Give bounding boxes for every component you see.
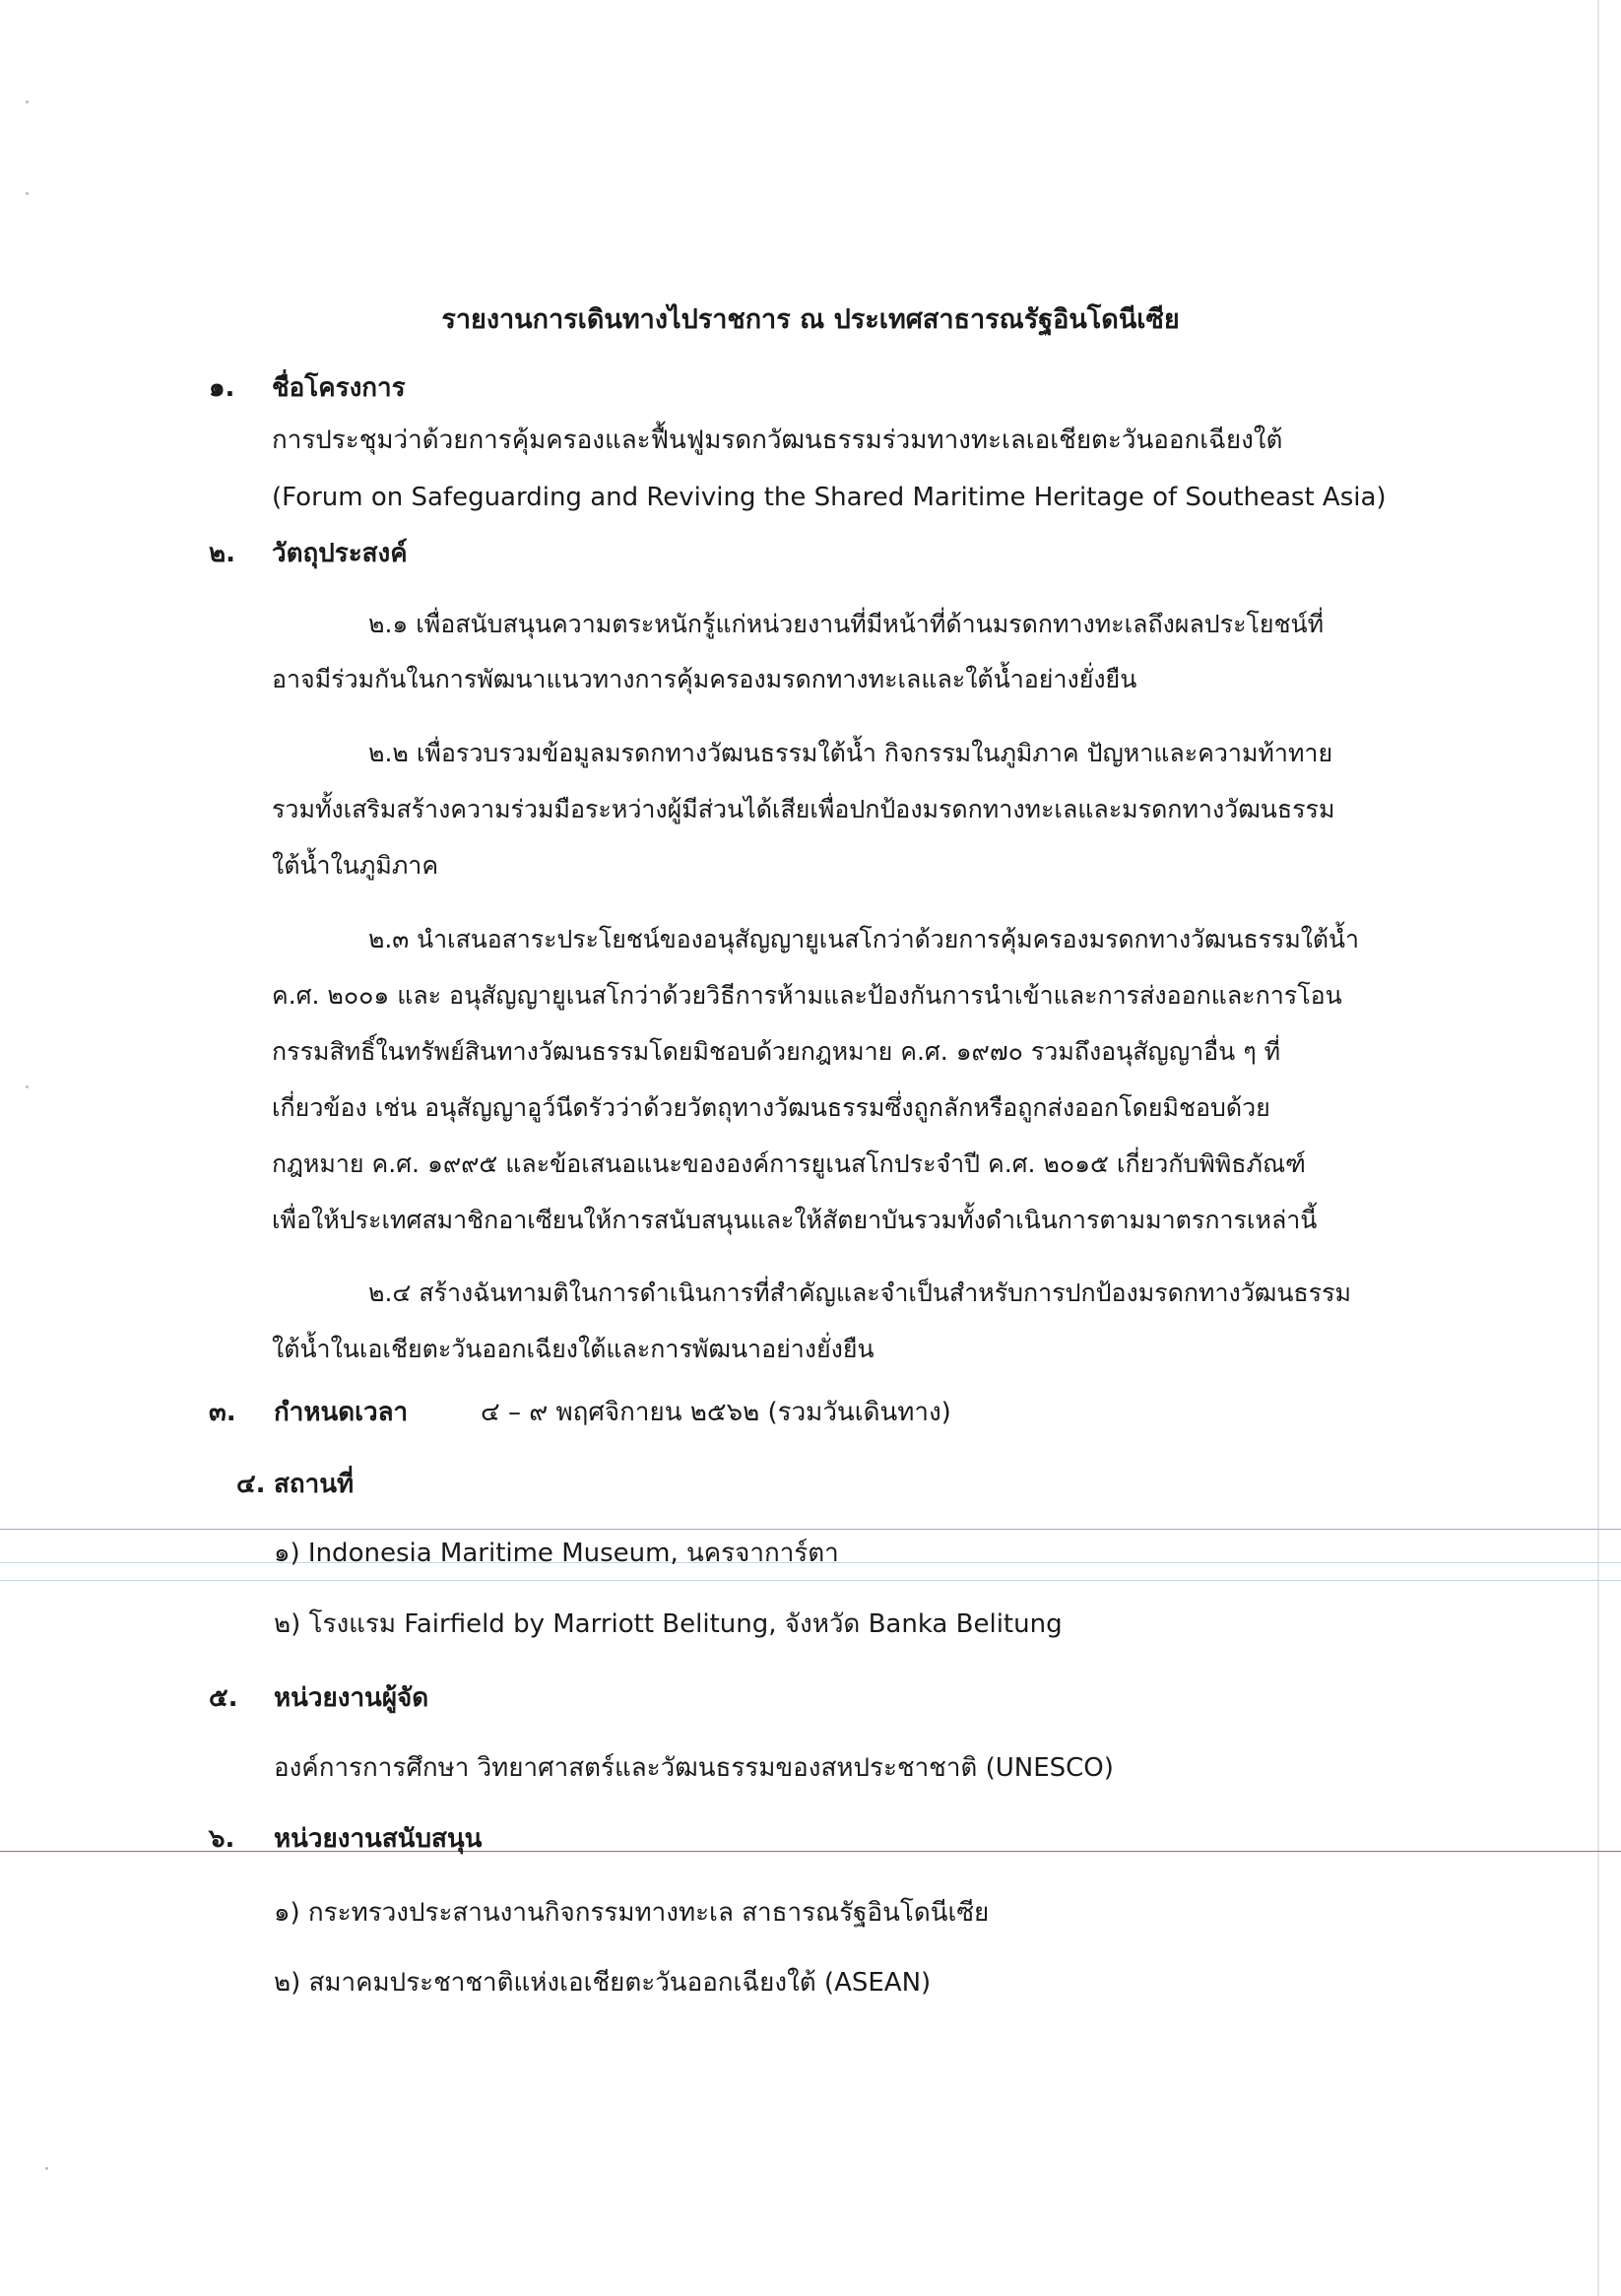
paragraph-line: เพื่อให้ประเทศสมาชิกอาเซียนให้การสนับสนุนและให้สัตยาบันรวมทั้งดำเนินการตามมาตรการเหล่านี้ [272,1206,1318,1234]
paragraph-line: ใต้น้ำในภูมิภาค [272,851,439,880]
paragraph-line: ใต้น้ำในเอเชียตะวันออกเฉียงใต้และการพัฒนาอย่างยั่งยืน [272,1335,875,1363]
scan-artifact-line [0,1580,1621,1581]
supporter-item: ๒) สมาคมประชาชาติแห่งเอเชียตะวันออกเฉียงใต้ (ASEAN) [274,1968,932,1998]
section-heading: หน่วยงานผู้จัด [274,1683,429,1713]
paragraph-line: กฎหมาย ค.ศ. ๑๙๙๕ และข้อเสนอแนะขององค์การยูเนสโกประจำปี ค.ศ. ๒๐๑๕ เกี่ยวกับพิพิธภัณฑ์ [272,1149,1306,1178]
paragraph-line: ๒.๒ เพื่อรวบรวมข้อมูลมรดกทางวัฒนธรรมใต้น้ำ กิจกรรมในภูมิภาค ปัญหาและความท้าทาย [368,739,1333,767]
section-number: ๕. [209,1683,238,1713]
scan-artifact-line [0,1851,1621,1852]
scan-speck [45,2167,48,2170]
paragraph-line: รวมทั้งเสริมสร้างความร่วมมือระหว่างผู้มีส่วนได้เสียเพื่อปกป้องมรดกทางทะเลและมรดกทางวัฒนธรรม [272,795,1335,823]
scan-artifact-line [0,1529,1621,1530]
scan-speck [26,100,29,103]
scan-edge-line [1597,0,1599,2296]
section-number: ๔. [236,1470,266,1499]
paragraph-line: เกี่ยวข้อง เช่น อนุสัญญาอูว์นีดรัวว่าด้วยวัตถุทางวัฒนธรรมซึ่งถูกลักหรือถูกส่งออกโดยมิชอบด้วย [272,1093,1270,1122]
paragraph-line: อาจมีร่วมกันในการพัฒนาแนวทางการคุ้มครองมรดกทางทะเลและใต้น้ำอย่างยั่งยืน [272,665,1137,693]
supporter-item: ๑) กระทรวงประสานงานกิจกรรมทางทะเล สาธารณรัฐอินโดนีเซีย [274,1898,990,1928]
section-number: ๒. [209,539,236,568]
scan-speck [26,192,29,195]
schedule-value: ๔ – ๙ พฤศจิกายน ๒๕๖๒ (รวมวันเดินทาง) [481,1398,951,1427]
paragraph-line: ๒.๓ นำเสนอสาระประโยชน์ของอนุสัญญายูเนสโกว่าด้วยการคุ้มครองมรดกทางวัฒนธรรมใต้น้ำ [368,925,1359,953]
section-heading: สถานที่ [274,1470,355,1499]
venue-item: ๑) Indonesia Maritime Museum, นครจาการ์ตา [274,1539,839,1568]
organizer-value: องค์การการศึกษา วิทยาศาสตร์และวัฒนธรรมของสหประชาชาติ (UNESCO) [274,1753,1114,1783]
document-title: รายงานการเดินทางไปราชการ ณ ประเทศสาธารณรัฐอินโดนีเซีย [441,304,1180,335]
paragraph-line: ๒.๔ สร้างฉันทามติในการดำเนินการที่สำคัญและจำเป็นสำหรับการปกป้องมรดกทางวัฒนธรรม [368,1279,1352,1307]
section-heading: หน่วยงานสนับสนุน [274,1824,483,1854]
paragraph-line: กรรมสิทธิ์ในทรัพย์สินทางวัฒนธรรมโดยมิชอบด้วยกฎหมาย ค.ศ. ๑๙๗๐ รวมถึงอนุสัญญาอื่น ๆ ที่ [272,1037,1281,1066]
section-heading: กำหนดเวลา [274,1398,409,1427]
paragraph-line: ค.ศ. ๒๐๐๑ และ อนุสัญญายูเนสโกว่าด้วยวิธีการห้ามและป้องกันการนำเข้าและการส่งออกและการโอน [272,981,1342,1010]
section-heading: ชื่อโครงการ [272,373,406,403]
scan-speck [26,1085,29,1088]
project-name-thai: การประชุมว่าด้วยการคุ้มครองและฟื้นฟูมรดกวัฒนธรรมร่วมทางทะเลเอเชียตะวันออกเฉียงใต้ [272,426,1283,455]
section-number: ๑. [209,373,235,403]
venue-item: ๒) โรงแรม Fairfield by Marriott Belitung, จังหวัด Banka Belitung [274,1609,1063,1639]
section-number: ๓. [209,1398,236,1427]
section-heading: วัตถุประสงค์ [272,539,408,568]
paragraph-line: ๒.๑ เพื่อสนับสนุนความตระหนักรู้แก่หน่วยงานที่มีหน้าที่ด้านมรดกทางทะเลถึงผลประโยชน์ที่ [368,610,1325,638]
project-name-english: (Forum on Safeguarding and Reviving the Shared Maritime Heritage of Southeast Asia) [272,483,1387,512]
section-number: ๖. [209,1824,235,1854]
